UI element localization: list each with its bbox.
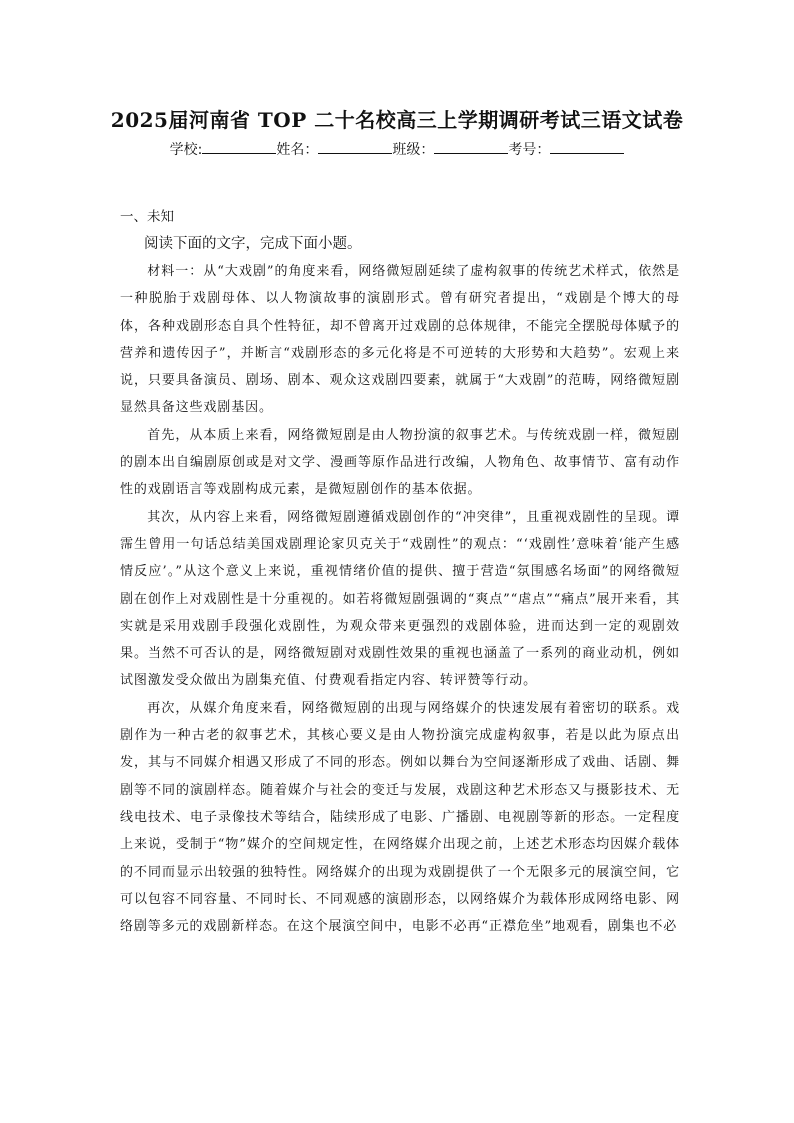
school-label: 学校: [169, 142, 203, 158]
reading-instruction: 阅读下面的文字，完成下面小题。 [144, 236, 362, 252]
exam-number-blank [550, 141, 624, 154]
paragraph-material-one: 材料一：从“大戏剧”的角度来看，网络微短剧延续了虚构叙事的传统艺术样式，依然是一种脱胎于戏剧母体、以人物演故事的演剧形式。曾有研究者提出，“戏剧是个博大的母体，各种戏剧形态自具个性特征，却不曾离开过戏剧的总体规律，不能完全摆脱母体赋予的营养和遗传因子”，并断言“戏剧形态的多元化将是不可逆转的大形势和大趋势”。宏观上来说，只要具备演员、剧场、剧本、观众这戏剧四要素，就属于“大戏剧”的范畴，网络微短剧显然具备这些戏剧基因。 [120, 264, 680, 416]
section-heading: 一、未知 [120, 209, 174, 225]
exam-number-field [508, 139, 624, 159]
exam-number-label: 考号： [508, 142, 551, 158]
name-label: 姓名： [276, 142, 319, 158]
school-blank [202, 141, 276, 154]
name-blank [318, 141, 392, 154]
reading-passage [120, 258, 680, 940]
paragraph-first: 首先，从本质上来看，网络微短剧是由人物扮演的叙事艺术。与传统戏剧一样，微短剧的剧本出自编剧原创或是对文学、漫画等原作品进行改编，人物角色、故事情节、富有动作性的戏剧语言等戏剧构成元素，是微短剧创作的基本依据。 [120, 427, 680, 498]
paragraph-third: 再次，从媒介角度来看，网络微短剧的出现与网络媒介的快速发展有着密切的联系。戏剧作为一种古老的叙事艺术，其核心要义是由人物扮演完成虚构叙事，若是以此为原点出发，其与不同媒介相遇又形成了不同的形态。例如以舞台为空间逐渐形成了戏曲、话剧、舞剧等不同的演剧样态。随着媒介与社会的变迁与发展，戏剧这种艺术形态又与摄影技术、无线电技术、电子录像技术等结合，陆续形成了电影、广播剧、电视剧等新的形态。一定程度上来说，受制于“物”媒介的空间规定性，在网络媒介出现之前，上述艺术形态均因媒介载体的不同而显示出较强的独特性。网络媒介的出现为戏剧提供了一个无限多元的展演空间，它可以包容不同容量、不同时长、不同观感的演剧形态，以网络媒介为载体形成网络电影、网络剧等多元的戏剧新样态。在这个展演空间中，电影不必再“正襟危坐”地观看，剧集也不必 [120, 700, 680, 935]
class-label: 班级： [392, 142, 435, 158]
student-info-line [0, 139, 794, 159]
paragraph-second: 其次，从内容上来看，网络微短剧遵循戏剧创作的“冲突律”，且重视戏剧性的呈现。谭霈生曾用一句话总结美国戏剧理论家贝克关于“戏剧性”的观点：“‘戏剧性’意味着‘能产生感情反应’。”从这个意义上来说，重视情绪价值的提供、擅于营造“氛围感名场面”的网络微短剧在创作上对戏剧性是十分重视的。如若将微短剧强调的“爽点”“虐点”“痛点”展开来看，其实就是采用戏剧手段强化戏剧性，为观众带来更强烈的戏剧体验，进而达到一定的观剧效果。当然不可否认的是，网络微短剧对戏剧性效果的重视也涵盖了一系列的商业动机，例如试图激发受众做出为剧集充值、付费观看指定内容、转评赞等行动。 [120, 509, 680, 689]
school-field [170, 139, 277, 159]
class-blank [434, 141, 508, 154]
name-field [276, 139, 392, 159]
exam-title: 2025届河南省 TOP 二十名校高三上学期调研考试三语文试卷 [110, 108, 684, 132]
class-field [392, 139, 508, 159]
